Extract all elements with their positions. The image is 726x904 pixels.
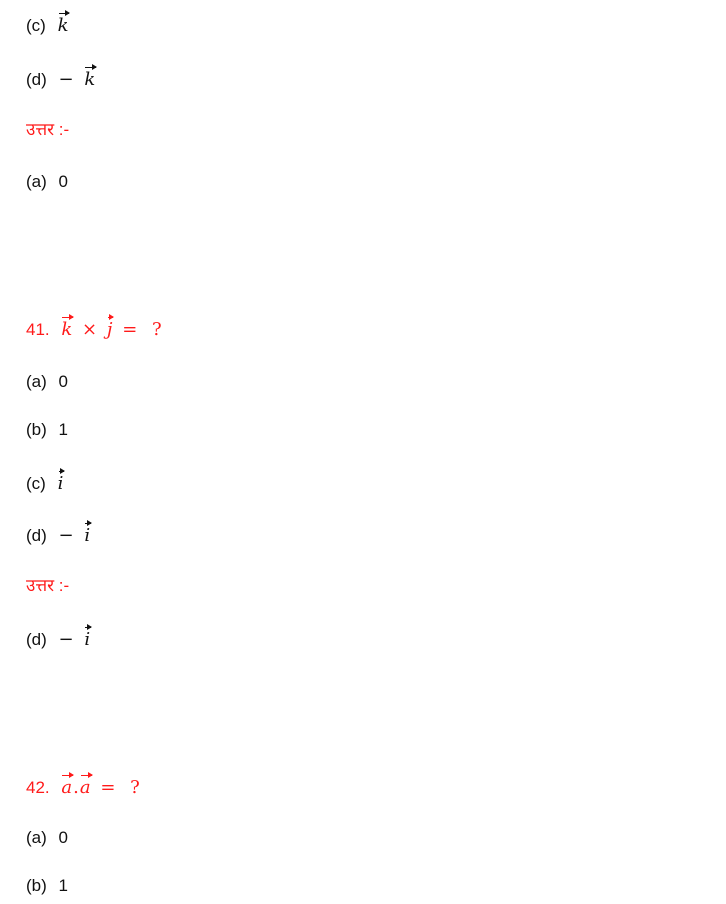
option-value: 1: [58, 876, 68, 895]
option-d-neg-k: [26, 66, 95, 90]
minus-sign: −: [58, 525, 74, 546]
option-label: (d): [26, 526, 47, 545]
vector-k: k: [58, 12, 69, 38]
vector-j: j: [107, 316, 113, 342]
question-41: [26, 316, 167, 340]
option-label: (a): [26, 372, 47, 391]
option-label: (c): [26, 474, 46, 493]
vector-i: i: [84, 522, 90, 548]
option-label: (a): [26, 828, 47, 847]
vector-i: i: [84, 626, 90, 652]
question-42: [26, 774, 145, 798]
option-b: [26, 874, 68, 898]
option-a: [26, 826, 68, 850]
question-mark: ?: [130, 777, 140, 798]
vector-k: k: [84, 66, 95, 92]
dot-operator: .: [73, 777, 79, 798]
option-value: 0: [58, 372, 68, 391]
vector-a: a: [61, 774, 72, 800]
option-c: [26, 470, 63, 494]
option-a: [26, 370, 68, 394]
option-label: (c): [26, 16, 46, 35]
option-label: (d): [26, 630, 47, 649]
option-b: [26, 418, 68, 442]
question-number: 41.: [26, 320, 50, 339]
option-value: 0: [58, 828, 68, 847]
option-value: 1: [58, 420, 68, 439]
answer-heading: उत्तर :-: [26, 120, 70, 139]
cross-operator: ×: [82, 319, 98, 340]
equals-sign: =: [122, 319, 138, 340]
answer-heading: उत्तर :-: [26, 576, 70, 595]
answer-value: [26, 170, 68, 194]
equals-sign: =: [100, 777, 116, 798]
answer-value: [26, 626, 90, 650]
minus-sign: −: [58, 629, 74, 650]
vector-k: k: [61, 316, 72, 342]
vector-a: a: [80, 774, 91, 800]
question-number: 42.: [26, 778, 50, 797]
vector-i: i: [58, 470, 64, 496]
minus-sign: −: [58, 69, 74, 90]
option-label: (b): [26, 876, 47, 895]
option-c-k: [26, 12, 68, 36]
question-mark: ?: [152, 319, 162, 340]
option-label: (a): [26, 172, 47, 191]
option-label: (b): [26, 420, 47, 439]
option-d: [26, 522, 90, 546]
option-label: (d): [26, 70, 47, 89]
option-value: 0: [58, 172, 68, 191]
